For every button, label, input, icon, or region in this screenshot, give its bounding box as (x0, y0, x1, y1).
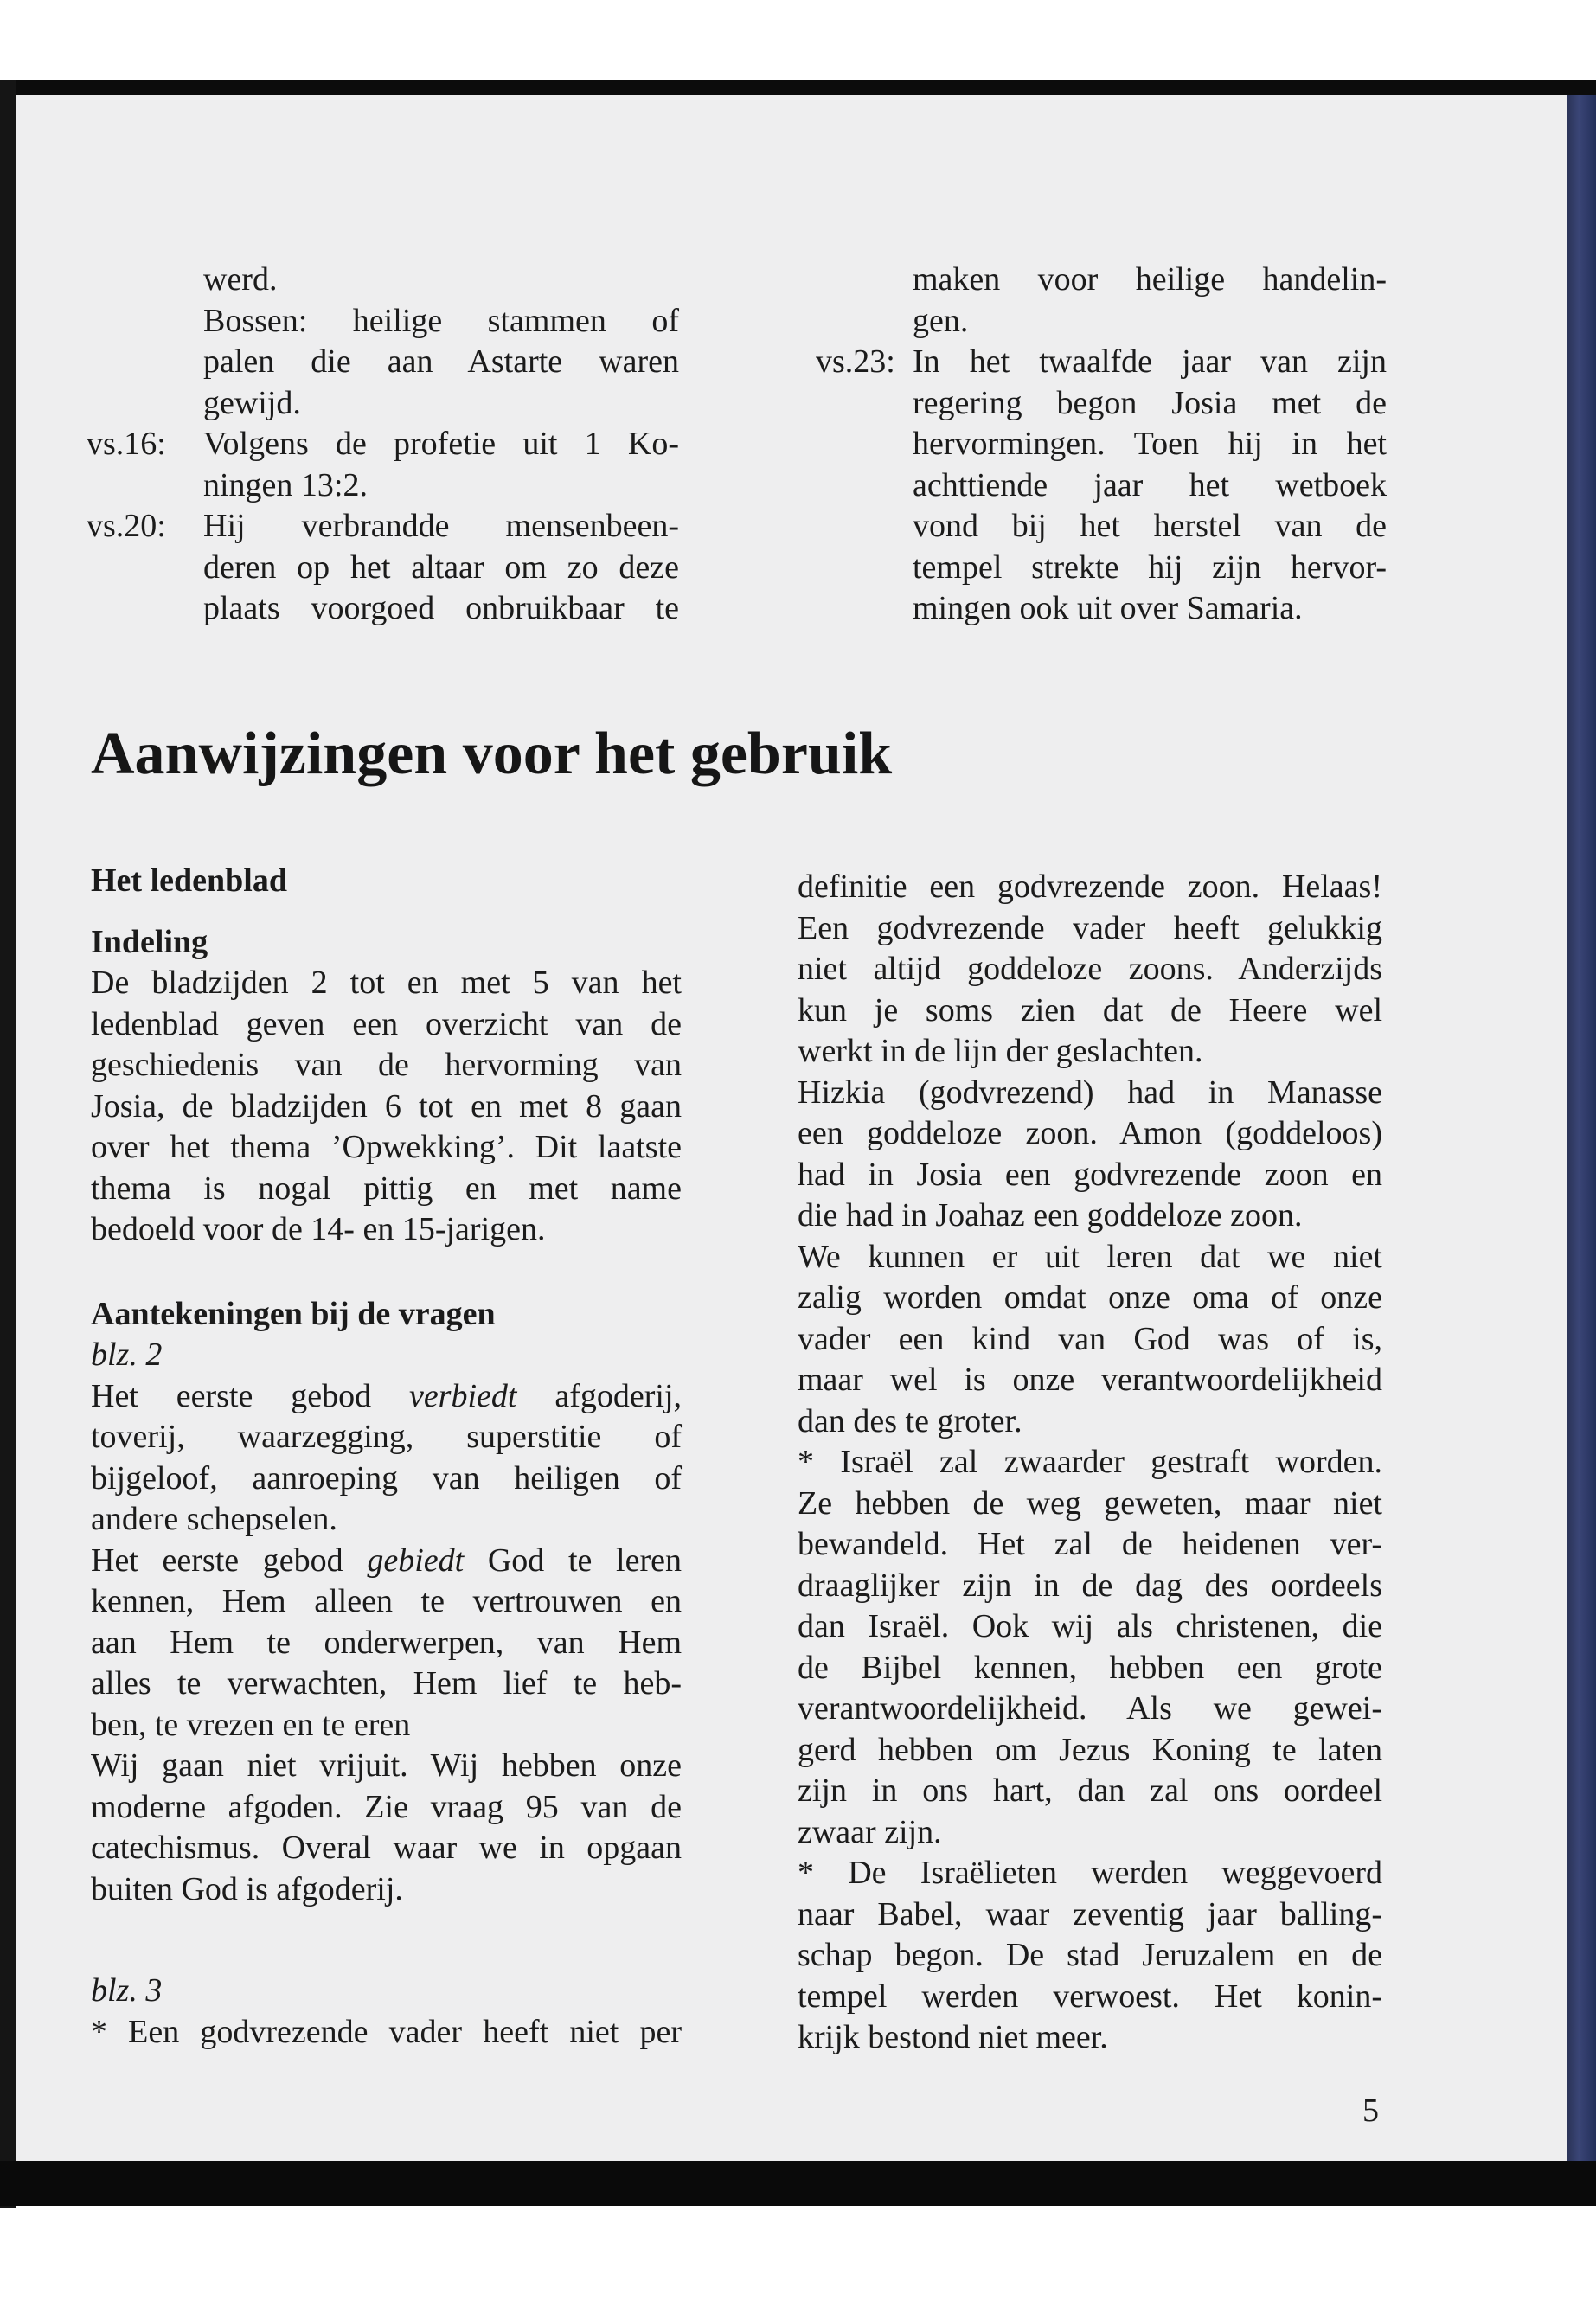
text-line: ledenblad geven een overzicht van de (91, 1005, 682, 1042)
blz3-paragraph (91, 2012, 682, 2054)
verse-text-line: Hij verbrandde mensenbeen- (203, 508, 679, 544)
text-line: de Bijbel kennen, hebben een grote (798, 1649, 1382, 1686)
text-line: Wij gaan niet vrijuit. Wij hebben onze (91, 1747, 682, 1784)
indeling-heading: Indeling (91, 923, 208, 960)
blz2-paragraph-2-first-line: Het eerste gebod gebiedt God te leren (91, 1541, 682, 1579)
text-line: De bladzijden 2 tot en met 5 van het (91, 965, 682, 1001)
verse-text-line: hervormingen. Toen hij in het (913, 426, 1387, 462)
text-line: niet altijd goddeloze zoons. Anderzijds (798, 951, 1382, 987)
aantekeningen-heading: Aantekeningen bij de vragen (91, 1295, 496, 1332)
verse-text-line: Bossen: heilige stammen of (203, 302, 679, 339)
text-line: die had in Joahaz een goddeloze zoon. (798, 1197, 1303, 1234)
text-line: zijn in ons hart, dan zal ons oordeel (798, 1772, 1382, 1809)
text-line: * Een godvrezende vader heeft niet per (91, 2013, 682, 2050)
text-line: vader een kind van God was of is, (798, 1320, 1382, 1357)
text-line: * Israël zal zwaarder gestraft worden. (798, 1444, 1382, 1480)
text-line: bedoeld voor de 14- en 15-jarigen. (91, 1211, 546, 1247)
verse-text-line: Volgens de profetie uit 1 Ko- (203, 426, 679, 462)
page-number: 5 (1362, 2093, 1379, 2129)
verse-text-line: regering begon Josia met de (913, 384, 1387, 421)
text-line: naar Babel, waar zeventig jaar balling- (798, 1895, 1382, 1932)
text-line: zwaar zijn. (798, 1813, 942, 1850)
verse-label: vs.23: (816, 343, 895, 380)
blz2-paragraph-1 (91, 1417, 682, 1541)
scan-border-top (0, 80, 1596, 95)
verse-text-line: plaats voorgoed onbruikbaar te (203, 590, 679, 626)
text-line: gerd hebben om Jezus Koning te laten (798, 1731, 1382, 1768)
text-line: geschiedenis van de hervorming van (91, 1047, 682, 1083)
text-line: bewandeld. Het zal de heidenen ver- (798, 1526, 1382, 1562)
text-line: had in Josia een godvrezende zoon en (798, 1156, 1382, 1193)
text-line: buiten God is afgoderij. (91, 1870, 403, 1907)
text-line: verantwoordelijkheid. Als we gewei- (798, 1690, 1382, 1727)
text-line: Josia, de bladzijden 6 tot en met 8 gaan (91, 1087, 682, 1125)
text-line: zalig worden omdat onze oma of onze (798, 1279, 1382, 1316)
verse-text-line: deren op het altaar om zo deze (203, 548, 679, 586)
verse-text-line: achttiende jaar het wetboek (913, 466, 1387, 503)
text-line: over het thema ’Opwekking’. Dit laatste (91, 1129, 682, 1165)
text-line: dan Israël. Ook wij als christenen, die (798, 1608, 1382, 1644)
verse-text-line: gen. (913, 302, 969, 339)
text-line: toverij, waarzegging, superstitie of (91, 1419, 682, 1455)
verse-text-line: ningen 13:2. (203, 466, 368, 503)
text-line: andere schepselen. (91, 1501, 337, 1537)
text-line: draaglijker zijn in de dag des oordeels (798, 1567, 1382, 1604)
text-line: dan des te groter. (798, 1402, 1022, 1439)
verse-text-line: In het twaalfde jaar van zijn (913, 343, 1387, 380)
verse-text-line: maken voor heilige handelin- (913, 261, 1387, 298)
section-heading: Het ledenblad (91, 862, 287, 899)
verse-text-line: gewijd. (203, 384, 301, 421)
text-line: thema is nogal pittig en met name (91, 1170, 682, 1207)
text-line: maar wel is onze verantwoordelijkheid (798, 1362, 1382, 1398)
blz2-paragraph-3 (91, 1746, 682, 1910)
text-line: Hizkia (godvrezend) had in Manasse (798, 1074, 1382, 1111)
blz2-paragraph-2 (91, 1581, 682, 1746)
left-column (91, 861, 682, 2053)
text-line: schap begon. De stad Jeruzalem en de (798, 1937, 1382, 1973)
text-line: * De Israëlieten werden weggevoerd (798, 1855, 1382, 1891)
text-line: Een godvrezende vader heeft gelukkig (798, 909, 1382, 946)
page-title: Aanwijzingen voor het gebruik (91, 721, 893, 787)
indeling-paragraph (91, 963, 682, 1251)
verse-label: vs.20: (87, 508, 166, 544)
text-line: tempel werden verwoest. Het konin- (798, 1977, 1382, 2015)
blz2-paragraph-1-first-line: Het eerste gebod verbiedt afgoderij, (91, 1377, 682, 1414)
blz3-label: blz. 3 (91, 1972, 163, 2009)
verse-label: vs.16: (87, 426, 166, 462)
text-line: catechismus. Overal waar we in opgaan (91, 1830, 682, 1866)
text-line: Ze hebben de weg geweten, maar niet (798, 1484, 1382, 1522)
text-line: We kunnen er uit leren dat we niet (798, 1238, 1382, 1275)
text-line: moderne afgoden. Zie vraag 95 van de (91, 1788, 682, 1825)
right-column (798, 867, 1382, 2059)
blz2-label: blz. 2 (91, 1336, 163, 1373)
text-line: alles te verwachten, Hem lief te heb- (91, 1665, 682, 1702)
book-spine (1567, 95, 1596, 2161)
text-line: krijk bestond niet meer. (798, 2019, 1108, 2055)
text-line: bijgeloof, aanroeping van heiligen of (91, 1459, 682, 1497)
text-line: kennen, Hem alleen te vertrouwen en (91, 1583, 682, 1619)
verse-text-line: tempel strekte hij zijn hervor- (913, 548, 1387, 586)
text-line: aan Hem te onderwerpen, van Hem (91, 1624, 682, 1661)
verse-text-line: mingen ook uit over Samaria. (913, 590, 1303, 626)
scan-border-bottom (0, 2161, 1596, 2206)
verse-text-line: vond bij het herstel van de (913, 508, 1387, 544)
text-line: werkt in de lijn der geslachten. (798, 1033, 1203, 1069)
text-line: ben, te vrezen en te eren (91, 1706, 411, 1743)
scan-border-left (0, 80, 16, 2208)
verse-text-line: palen die aan Astarte waren (203, 343, 679, 380)
verse-text-line: werd. (203, 261, 278, 298)
text-line: definitie een godvrezende zoon. Helaas! (798, 868, 1382, 905)
text-line: kun je soms zien dat de Heere wel (798, 991, 1382, 1029)
text-line: een goddeloze zoon. Amon (goddeloos) (798, 1115, 1382, 1151)
